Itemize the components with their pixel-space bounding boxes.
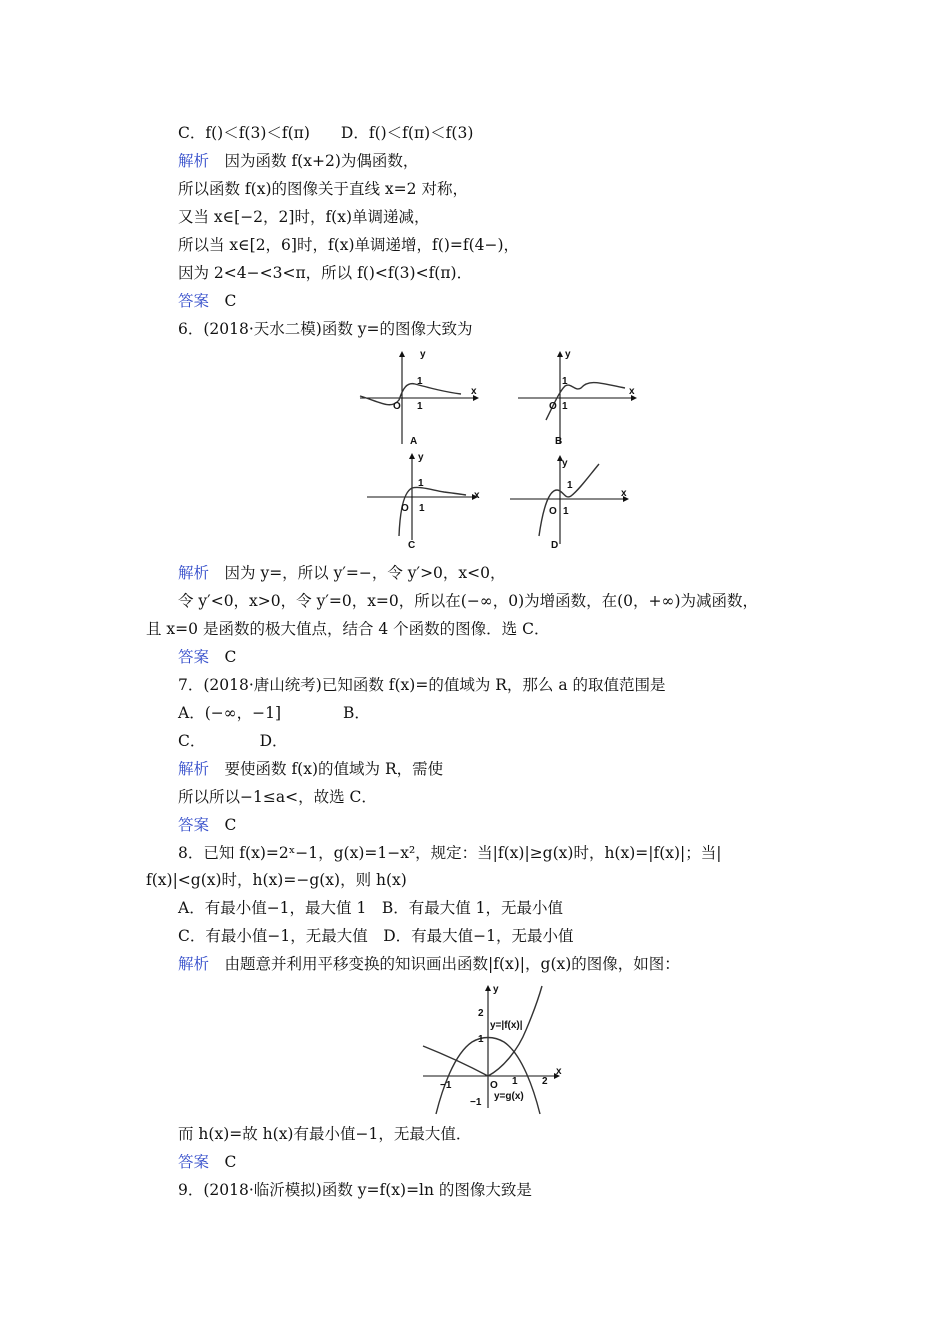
x-label: x <box>556 1066 562 1077</box>
q8-stem-line-1: 8．已知 f(x)=2ˣ−1，g(x)=1−x²，规定：当|f(x)|≥g(x)时，h(x)=|f(x)|；当| <box>178 844 722 862</box>
answer-tag: 答案 <box>178 816 210 834</box>
x-tick-1: 1 <box>419 503 425 514</box>
y-tick-minus-1: −1 <box>470 1097 482 1108</box>
q7-analysis-line-2: 所以所以−1≤a<，故选 C． <box>178 788 377 806</box>
y-tick-1: 1 <box>417 376 423 387</box>
graph-c <box>362 450 487 555</box>
origin-label: O <box>393 401 401 412</box>
y-tick-2: 2 <box>478 1008 484 1019</box>
q5-analysis-line-5: 因为 2<4−<3<π，所以 f()<f(3)<f(π)． <box>178 264 473 282</box>
q7-answer <box>178 815 236 835</box>
graph-curve <box>546 383 625 420</box>
y-axis-arrow <box>485 985 491 991</box>
origin-label: O <box>549 401 557 412</box>
q5-option-c-d: C．f()＜f(3)＜f(π) D．f()＜f(π)＜f(3) <box>178 124 474 142</box>
x-label: x <box>474 490 480 501</box>
q7-stem: 7．(2018·唐山统考)已知函数 f(x)=的值域为 R，那么 a 的取值范围是 <box>178 676 666 694</box>
answer-tag: 答案 <box>178 1153 210 1171</box>
answer-tag: 答案 <box>178 648 210 666</box>
analysis-tag: 解析 <box>178 760 210 778</box>
answer-text: C <box>209 292 237 310</box>
answer-text: C <box>209 648 237 666</box>
y-label: y <box>418 452 424 463</box>
x-tick-1: 1 <box>512 1076 518 1087</box>
q8-options-c-d: C．有最小值−1，无最大值 D．有最大值−1，无最小值 <box>178 927 574 945</box>
y-label: y <box>565 349 571 360</box>
q8-figure <box>418 980 568 1115</box>
q6-answer <box>178 647 236 667</box>
q5-analysis-line-1 <box>178 151 418 171</box>
x-label: x <box>471 386 477 397</box>
answer-tag: 答案 <box>178 292 210 310</box>
analysis-text: 因为函数 f(x+2)为偶函数， <box>209 152 419 170</box>
graph-a <box>355 348 480 448</box>
y-tick-1: 1 <box>478 1034 484 1045</box>
label-abs-f: y=|f(x)| <box>490 1020 523 1031</box>
x-tick-minus-1: −1 <box>440 1080 452 1091</box>
graph-b <box>513 348 638 448</box>
y-axis-arrow <box>557 351 563 357</box>
graph-caption: B <box>555 436 563 447</box>
x-tick-1: 1 <box>563 506 569 517</box>
x-label: x <box>629 386 635 397</box>
analysis-tag: 解析 <box>178 152 210 170</box>
analysis-text: 由题意并利用平移变换的知识画出函数|f(x)|，g(x)的图像，如图： <box>209 955 680 973</box>
analysis-tag: 解析 <box>178 564 210 582</box>
graph-caption: D <box>551 540 559 551</box>
origin-label: O <box>490 1080 498 1091</box>
graph-curve <box>399 487 466 536</box>
graph-caption: C <box>408 540 416 551</box>
q5-answer <box>178 291 236 311</box>
y-tick-1: 1 <box>418 478 424 489</box>
graph-d <box>505 452 630 555</box>
y-tick-1: 1 <box>562 376 568 387</box>
label-g: y=g(x) <box>494 1091 524 1102</box>
analysis-tag: 解析 <box>178 955 210 973</box>
q8-analysis-line-1 <box>178 954 680 974</box>
answer-text: C <box>209 1153 237 1171</box>
abs-f-curve <box>423 986 542 1076</box>
q5-analysis-line-4: 所以当 x∈[2，6]时，f(x)单调递增，f()=f(4−)， <box>178 236 520 254</box>
q8-analysis-line-2: 而 h(x)=故 h(x)有最小值−1，无最大值． <box>178 1125 472 1143</box>
q8-stem-line-2: f(x)|<g(x)时，h(x)=−g(x)，则 h(x) <box>146 871 407 889</box>
graph-caption: A <box>410 436 418 447</box>
analysis-text: 要使函数 f(x)的值域为 R，需使 <box>209 760 444 778</box>
q9-stem: 9．(2018·临沂模拟)函数 y=f(x)=ln 的图像大致是 <box>178 1181 532 1199</box>
x-tick-1: 1 <box>417 401 423 412</box>
y-tick-1: 1 <box>567 480 573 491</box>
q8-answer <box>178 1152 236 1172</box>
y-label: y <box>420 349 426 360</box>
q6-stem: 6．(2018·天水二模)函数 y=的图像大致为 <box>178 320 473 338</box>
y-axis-arrow <box>399 351 405 357</box>
q6-analysis-line-3: 且 x=0 是函数的极大值点，结合 4 个函数的图像．选 C． <box>146 620 550 638</box>
q8-options-a-b: A．有最小值−1，最大值 1 B．有最大值 1，无最小值 <box>178 899 564 917</box>
y-label: y <box>562 458 568 469</box>
y-axis-arrow <box>409 453 415 459</box>
y-label: y <box>493 984 499 995</box>
q7-options-a-b: A．(−∞，−1] B． <box>178 704 370 722</box>
q7-analysis-line-1 <box>178 759 443 779</box>
q6-analysis-line-1 <box>178 563 506 583</box>
origin-label: O <box>549 506 557 517</box>
answer-text: C <box>209 816 237 834</box>
graph-curve <box>539 464 599 536</box>
analysis-text: 因为 y=，所以 y′=−，令 y′>0，x<0， <box>209 564 506 582</box>
x-tick-1: 1 <box>562 401 568 412</box>
x-label: x <box>621 488 627 499</box>
q5-analysis-line-3: 又当 x∈[−2，2]时，f(x)单调递减， <box>178 208 430 226</box>
origin-label: O <box>401 503 409 514</box>
q7-options-c-d: C． D． <box>178 732 288 750</box>
x-tick-2: 2 <box>542 1076 548 1087</box>
q5-analysis-line-2: 所以函数 f(x)的图像关于直线 x=2 对称， <box>178 180 468 198</box>
graph-curve <box>360 384 461 405</box>
q6-analysis-line-2: 令 y′<0，x>0，令 y′=0，x=0，所以在(−∞，0)为增函数，在(0，+∞)为减函数， <box>178 592 758 610</box>
